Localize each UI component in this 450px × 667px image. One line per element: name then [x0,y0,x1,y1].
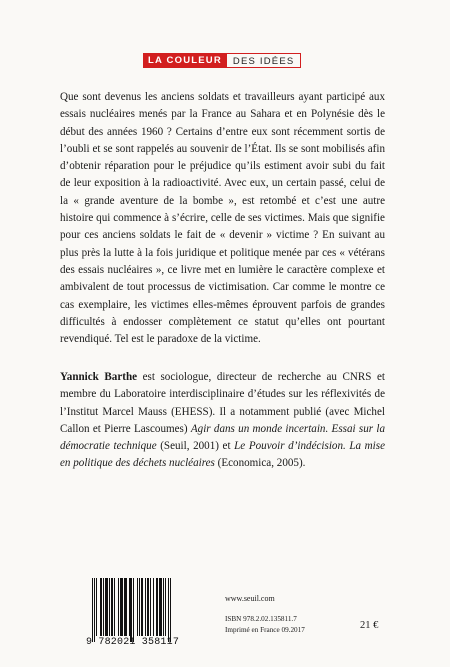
website: www.seuil.com [225,594,275,603]
author-name: Yannick Barthe [60,371,138,383]
book-summary: Que sont devenus les anciens soldats et travailleurs ayant participé aux essais nucléaires menés par la France au Sahara et en Polynésie dès le début des années 1960 ? Certains d’entre eux sont récemment sortis de l’oubli et se sont rappelés au souvenir de l’État. Ils se sont mobilisés afin d’obtenir réparation pour le préjudice qu’ils estiment avoir subi du fait de leur exposition à la radioactivité. Avec eux, un certain passé, celui de la « grande aventure de la bombe », est retombé et c’est une autre histoire qui commence à s’écrire, celle de ses victimes. Mais que signifie pour ces anciens soldats le fait de « devenir » victime ? En suivant au plus près la lutte à la fois juridique et politique menée par ces « vétérans des essais nucléaires », ce livre met en lumière le caractère complexe et ambivalent de tout processus de victimisation. Car comme le montre ce cas exemplaire, les victimes elles-mêmes éprouvent parfois de grandes difficultés à endosser complètement ce statut qu’elles ont pourtant revendiqué. Tel est le paradoxe de la victime. [60,91,385,346]
bio-text-1: est sociologue, directeur de recherche au CNRS et membre du Laboratoire interdisciplinaire d’études sur les réflexivités de l’Institut Marcel Mauss (EHESS). Il a notamment publié (avec Michel Callon et Pierre Lascoumes) [60,371,385,435]
printed-info: Imprimé en France 09.2017 [225,625,305,634]
bio-text-2: (Seuil, 2001) et [156,440,235,453]
publisher-info [225,594,305,635]
bio-text-3: (Economica, 2005). [214,457,306,470]
book-title-1: Agir dans un monde incertain. Essai sur la démocratie technique [60,422,385,453]
barcode [86,578,206,650]
price: 21 € [360,620,379,631]
isbn-number: ISBN 978.2.02.135811.7 [225,615,297,623]
barcode-bars [92,578,206,636]
author-bio [60,369,385,473]
book-title-2: Le Pouvoir d’indécision. La mise en politique des déchets nucléaires [60,440,385,470]
barcode-bar [170,578,171,642]
collection-name-part2: DES IDÉES [227,53,301,68]
collection-label [143,53,301,68]
collection-name-part1: LA COULEUR [143,53,227,68]
barcode-digits: 9 782021 358117 [86,637,180,648]
